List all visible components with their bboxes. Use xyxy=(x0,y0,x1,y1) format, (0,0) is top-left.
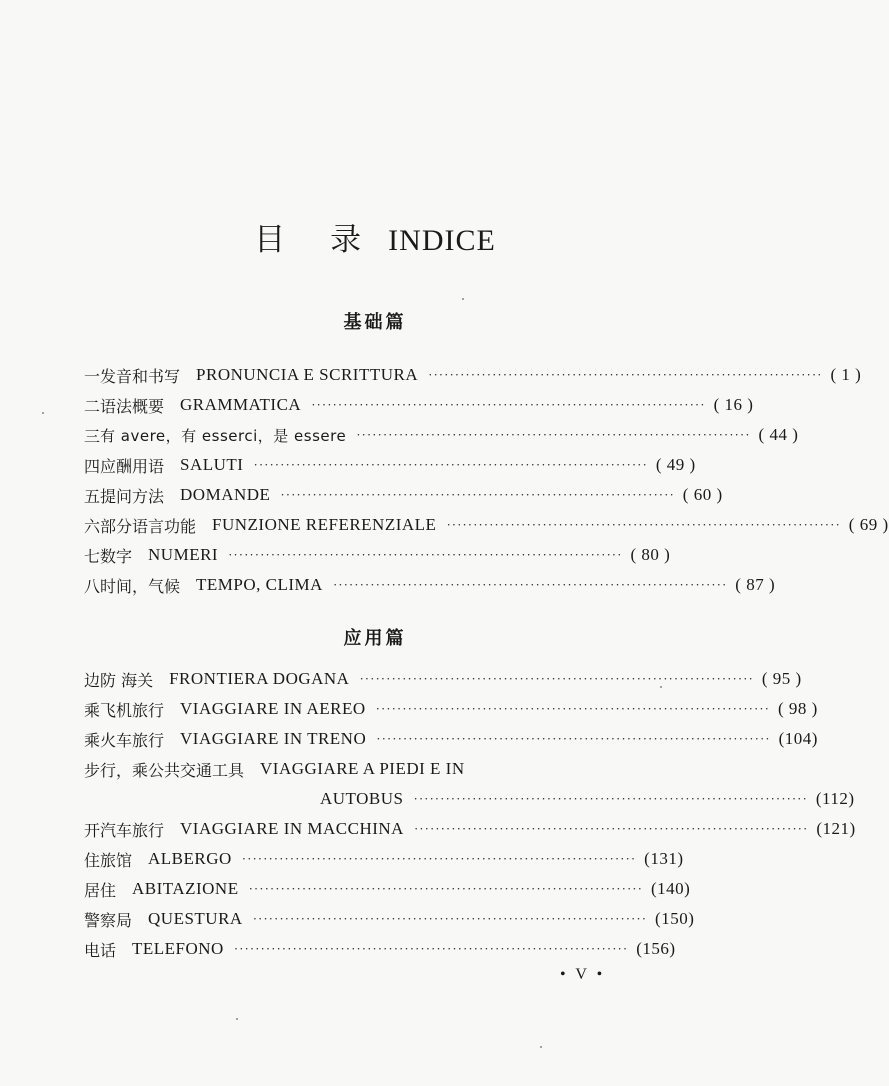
toc-entry xyxy=(84,844,684,874)
toc-entry xyxy=(84,904,695,934)
leader-dots: ·········································································· xyxy=(413,821,809,836)
entry-title-cn: 居住 xyxy=(84,880,117,900)
toc-entry xyxy=(84,540,671,570)
entry-title-en: 有 avere，有 esserci，是 essere xyxy=(100,426,347,445)
leader-dots: ·········································································· xyxy=(280,487,675,502)
entry-page: (150) xyxy=(655,909,695,928)
entry-number: 四 xyxy=(84,456,101,476)
entry-title-cn: 提问方法 xyxy=(100,486,165,506)
entry-title-cn: 边防 海关 xyxy=(84,670,154,690)
entry-title-en: QUESTURA xyxy=(148,909,243,928)
title-en: INDICE xyxy=(388,224,496,257)
toc-entry xyxy=(84,570,776,600)
leader-dots: ·········································································· xyxy=(375,701,770,716)
leader-dots: ·········································································· xyxy=(241,851,637,866)
leader-dots: ·········································································· xyxy=(252,911,648,926)
leader-dots: ·········································································· xyxy=(359,671,754,686)
scan-speck xyxy=(236,1018,238,1020)
entry-number: 五 xyxy=(84,486,101,506)
entry-number: 六 xyxy=(84,516,101,536)
entry-page: ( 80 ) xyxy=(630,545,671,564)
toc-entry xyxy=(84,814,856,844)
entry-title-en: NUMERI xyxy=(148,545,219,564)
toc-entry xyxy=(84,510,889,540)
entry-title-en: VIAGGIARE A PIEDI E IN xyxy=(260,759,465,778)
title-cn-2: 录 xyxy=(330,222,363,258)
entry-title-en: DOMANDE xyxy=(180,485,271,504)
entry-title-en: FRONTIERA DOGANA xyxy=(169,669,350,688)
scan-speck xyxy=(42,412,44,414)
toc-entry xyxy=(84,450,696,480)
leader-dots: ·········································································· xyxy=(228,547,623,562)
entry-title-cn: 时间，气候 xyxy=(100,576,181,596)
entry-page: ( 87 ) xyxy=(735,575,776,594)
toc-entry xyxy=(84,934,676,964)
leader-dots: ·········································································· xyxy=(233,941,629,956)
entry-title-en: TELEFONO xyxy=(132,939,224,958)
entry-title-en: ABITAZIONE xyxy=(132,879,239,898)
leader-dots: ·········································································· xyxy=(311,397,706,412)
toc-list-applications xyxy=(84,664,856,964)
entry-page: ( 60 ) xyxy=(682,485,723,504)
toc-list-basics xyxy=(84,360,889,600)
entry-title-en: ALBERGO xyxy=(148,849,232,868)
toc-entry xyxy=(84,664,802,694)
entry-title-en: TEMPO, CLIMA xyxy=(196,575,323,594)
entry-page: (140) xyxy=(650,879,691,898)
entry-title-cn: 警察局 xyxy=(84,910,133,930)
entry-title-cn: 乘飞机旅行 xyxy=(84,700,165,720)
scan-speck xyxy=(540,1046,542,1048)
entry-number: 一 xyxy=(84,366,101,386)
toc-entry-continuation xyxy=(84,784,855,814)
entry-title-cn: 应酬用语 xyxy=(100,456,165,476)
leader-dots: ·········································································· xyxy=(446,517,841,532)
entry-title-cn: 乘火车旅行 xyxy=(84,730,165,750)
entry-page: ( 69 ) xyxy=(848,515,889,534)
entry-title-en: VIAGGIARE IN AEREO xyxy=(180,699,366,718)
entry-page: (112) xyxy=(815,789,855,808)
entry-title-en: SALUTI xyxy=(180,455,244,474)
entry-title-en: FUNZIONE REFERENZIALE xyxy=(212,515,437,534)
entry-page: ( 98 ) xyxy=(777,699,818,718)
entry-page: ( 95 ) xyxy=(761,669,802,688)
entry-page: ( 1 ) xyxy=(830,365,862,384)
entry-title-cn: 开汽车旅行 xyxy=(84,820,165,840)
entry-title-en: VIAGGIARE IN TRENO xyxy=(180,729,367,748)
leader-dots: ·········································································· xyxy=(356,427,751,442)
page-number-footer: • V • xyxy=(560,966,606,983)
leader-dots: ·········································································· xyxy=(376,731,771,746)
entry-number: 七 xyxy=(84,546,101,566)
entry-title-cn: 部分语言功能 xyxy=(100,516,197,536)
entry-number: 八 xyxy=(84,576,101,596)
toc-entry xyxy=(84,420,799,450)
entry-page: ( 49 ) xyxy=(655,455,696,474)
entry-title-en-continued: AUTOBUS xyxy=(320,789,404,808)
scan-speck xyxy=(462,298,464,300)
leader-dots: ·········································································· xyxy=(428,367,823,382)
section-heading-basics: 基础篇 xyxy=(343,312,407,333)
page-title xyxy=(0,214,750,259)
entry-title-cn: 步行，乘公共交通工具 xyxy=(84,760,245,780)
toc-entry xyxy=(84,694,818,724)
entry-page: (121) xyxy=(816,819,856,838)
entry-title-cn: 电话 xyxy=(84,940,117,960)
toc-entry xyxy=(84,390,754,420)
leader-dots: ·········································································· xyxy=(253,457,648,472)
title-cn-1: 目 xyxy=(254,222,287,258)
toc-entry xyxy=(84,724,818,754)
section-heading-applications: 应用篇 xyxy=(343,628,407,649)
toc-entry xyxy=(84,480,723,510)
entry-page: (104) xyxy=(778,729,818,748)
entry-title-cn: 住旅馆 xyxy=(84,850,133,870)
scan-speck xyxy=(660,686,662,688)
entry-number: 三 xyxy=(84,426,101,446)
entry-title-en: GRAMMATICA xyxy=(180,395,302,414)
leader-dots: ·········································································· xyxy=(332,577,728,592)
toc-entry xyxy=(84,754,654,784)
entry-title-en: VIAGGIARE IN MACCHINA xyxy=(180,819,404,838)
entry-page: (131) xyxy=(644,849,684,868)
toc-entry xyxy=(84,874,691,904)
entry-page: (156) xyxy=(636,939,676,958)
entry-page: ( 44 ) xyxy=(758,425,799,444)
entry-title-en: PRONUNCIA E SCRITTURA xyxy=(196,365,419,384)
entry-number: 二 xyxy=(84,396,101,416)
entry-title-cn: 语法概要 xyxy=(100,396,165,416)
entry-title-cn: 数字 xyxy=(100,546,133,566)
leader-dots: ·········································································· xyxy=(248,881,643,896)
entry-page: ( 16 ) xyxy=(713,395,754,414)
toc-entry xyxy=(84,360,862,390)
leader-dots: ·········································································· xyxy=(413,791,808,806)
entry-title-cn: 发音和书写 xyxy=(100,366,181,386)
